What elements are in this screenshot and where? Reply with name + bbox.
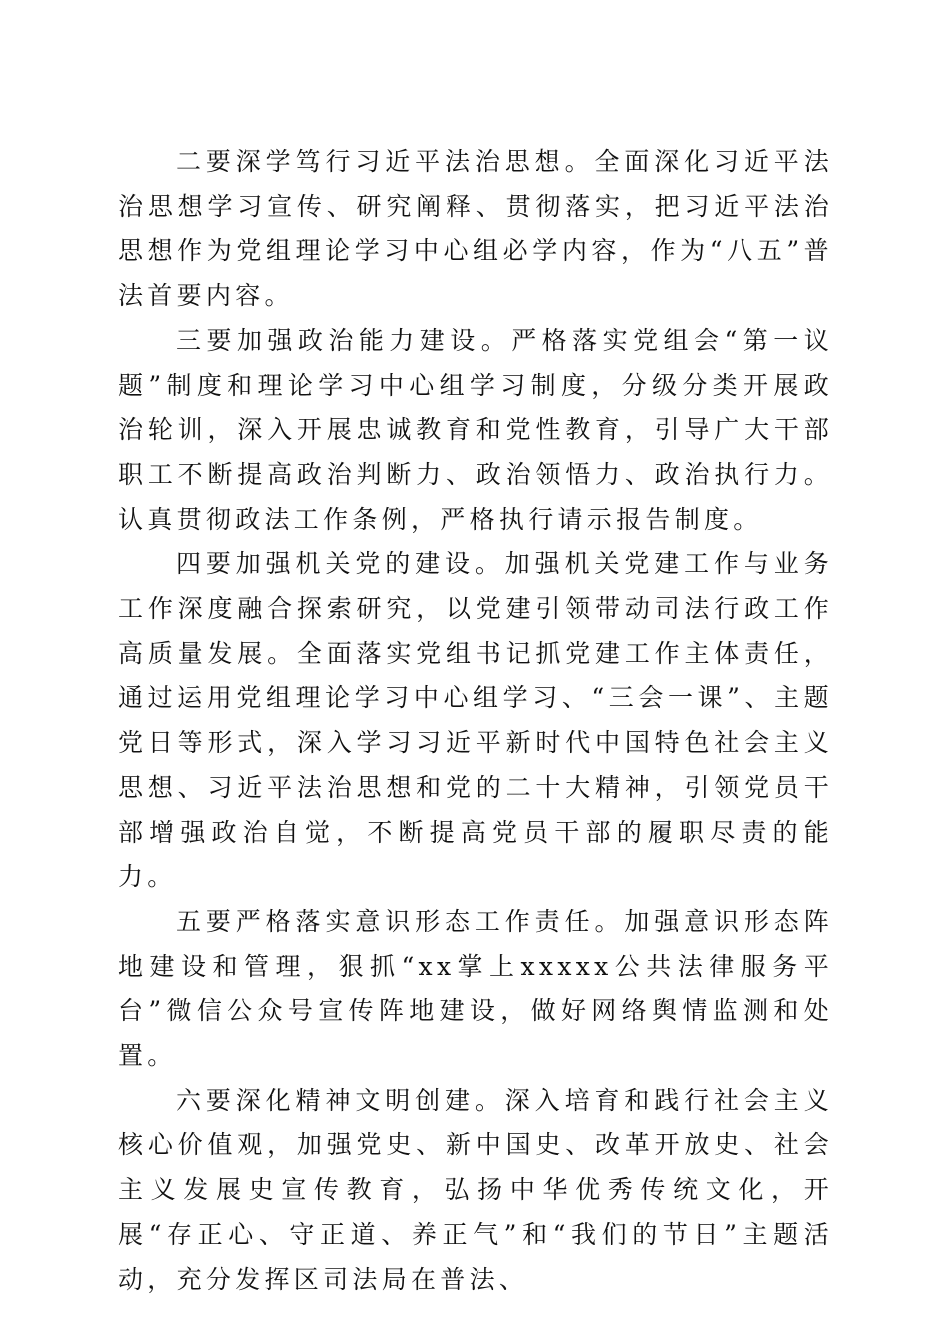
paragraph-spiritual-civilization: 六要深化精神文明创建。深入培育和践行社会主义核心价值观，加强党史、新中国史、改革开放史、社会主义发展史宣传教育，弘扬中华优秀传统文化，开展“存正心、守正道、养正气”和“我们的节日”主题活动，充分发挥区司法局在普法、 xyxy=(118,1085,833,1294)
paragraph-party-building: 四要加强机关党的建设。加强机关党建工作与业务工作深度融合探索研究，以党建引领带动司法行政工作高质量发展。全面落实党组书记抓党建工作主体责任，通过运用党组理论学习中心组学习、“三会一课”、主题党日等形式，深入学习习近平新时代中国特色社会主义思想、习近平法治思想和党的二十大精神，引领党员干部增强政治自觉，不断提高党员干部的履职尽责的能力。 xyxy=(118,549,833,892)
paragraph-ideology-responsibility: 五要严格落实意识形态工作责任。加强意识形态阵地建设和管理，狠抓“xx掌上xxxxx公共法律服务平台”微信公众号宣传阵地建设，做好网络舆情监测和处置。 xyxy=(118,906,833,1071)
document-body xyxy=(118,140,833,1302)
paragraph-political-capacity: 三要加强政治能力建设。严格落实党组会“第一议题”制度和理论学习中心组学习制度，分级分类开展政治轮训，深入开展忠诚教育和党性教育，引导广大干部职工不断提高政治判断力、政治领悟力、政治执行力。认真贯彻政法工作条例，严格执行请示报告制度。 xyxy=(118,325,833,534)
paragraph-rule-of-law-thought: 二要深学笃行习近平法治思想。全面深化习近平法治思想学习宣传、研究阐释、贯彻落实，把习近平法治思想作为党组理论学习中心组必学内容，作为“八五”普法首要内容。 xyxy=(118,147,833,311)
